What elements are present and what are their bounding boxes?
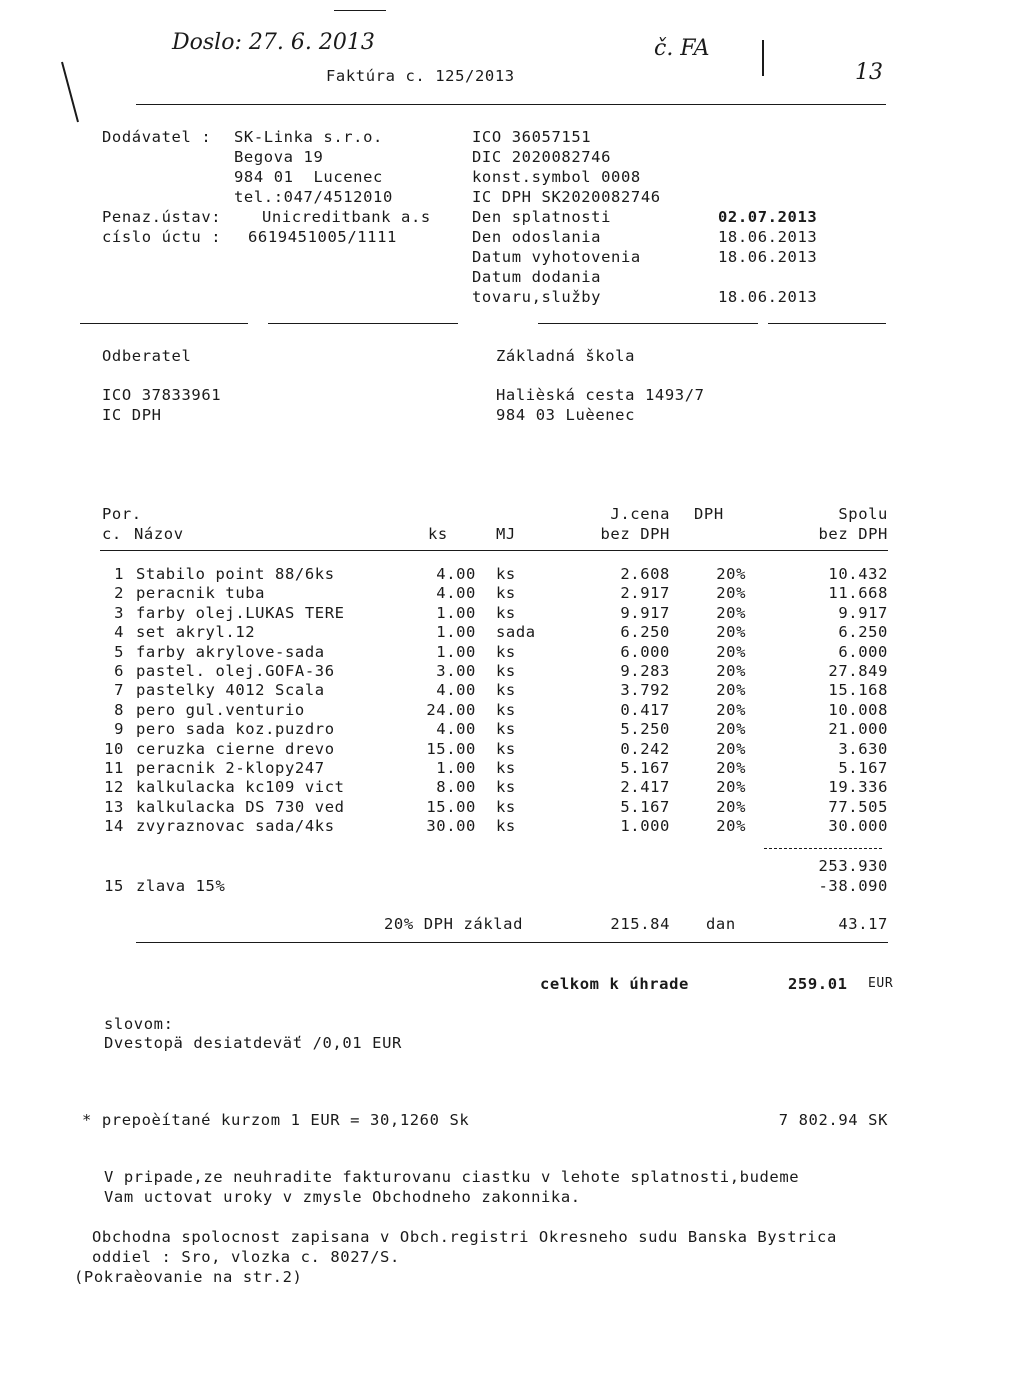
vat-rate-label: 20% DPH základ (384, 915, 524, 933)
margin-vertical-mark (762, 40, 764, 76)
margin-slash-mark (58, 60, 82, 126)
item-vat: 20% (716, 817, 746, 836)
item-unit-price: 6.000 (620, 642, 670, 661)
item-name: farby olej.LUKAS TERE (136, 603, 345, 622)
late-payment-note-1: V pripade,ze neuhradite fakturovanu ciastku v lehote splatnosti,budeme (104, 1168, 800, 1186)
subtotal-dashes (764, 848, 882, 850)
item-total: 3.630 (838, 739, 888, 758)
customer-name: Základná škola (496, 347, 636, 365)
subtotal-value: 253.930 (818, 857, 888, 875)
item-quantity: 1.00 (436, 642, 476, 661)
table-header-rule (100, 550, 888, 551)
item-unit: ks (496, 565, 516, 583)
item-name: pero gul.venturio (136, 700, 305, 719)
item-unit-price: 9.917 (620, 603, 670, 622)
table-row (0, 642, 1024, 662)
row-number: 6 (114, 662, 124, 680)
item-name: zvyraznovac sada/4ks (136, 817, 335, 836)
vat-rule (136, 942, 888, 943)
customer-city: 984 03 Luèenec (496, 406, 636, 424)
item-vat: 20% (716, 623, 746, 642)
item-unit: ks (496, 700, 516, 719)
item-vat: 20% (716, 584, 746, 603)
header-rule-1 (80, 323, 248, 324)
col-header-dph: DPH (694, 505, 724, 523)
table-row (0, 816, 1024, 836)
item-vat: 20% (716, 759, 746, 777)
item-unit-price: 5.250 (620, 720, 670, 739)
table-row (0, 777, 1024, 797)
table-row (0, 622, 1024, 642)
item-quantity: 30.00 (426, 817, 476, 836)
issue-date-value: 18.06.2013 (718, 248, 818, 266)
row-number: 10 (104, 739, 124, 758)
item-quantity: 1.00 (436, 623, 476, 642)
item-quantity: 8.00 (436, 778, 476, 797)
item-quantity: 4.00 (436, 584, 476, 603)
delivery-date-value: 18.06.2013 (718, 288, 818, 306)
item-quantity: 4.00 (436, 681, 476, 700)
item-total: 19.336 (828, 778, 888, 797)
item-vat: 20% (716, 739, 746, 758)
item-unit: ks (496, 681, 516, 700)
item-quantity: 24.00 (426, 700, 476, 719)
item-unit: ks (496, 603, 516, 622)
table-row (0, 583, 1024, 603)
item-quantity: 1.00 (436, 759, 476, 777)
handwritten-corner-number: 13 (855, 60, 883, 85)
vat-base: 215.84 (610, 915, 670, 933)
invoice-title: Faktúra c. 125/2013 (326, 67, 515, 85)
row-number: 1 (114, 565, 124, 583)
item-unit: ks (496, 759, 516, 777)
item-total: 6.000 (838, 642, 888, 661)
vat-tax: 43.17 (838, 915, 888, 933)
item-total: 11.668 (828, 584, 888, 603)
row-number: 14 (104, 817, 124, 836)
header-rule-4 (768, 323, 886, 324)
row-number: 11 (104, 759, 124, 777)
handwritten-invoice-mark: č. FA (654, 36, 710, 61)
col-header-spolu-sub: bez DPH (818, 525, 888, 543)
col-header-por: Por. (102, 505, 142, 523)
supplier-label: Dodávatel : (102, 128, 212, 146)
col-header-spolu: Spolu (838, 505, 888, 523)
total-label: celkom k úhrade (540, 975, 689, 993)
row-number: 8 (114, 700, 124, 719)
discount-value: -38.090 (818, 877, 888, 895)
table-row (0, 739, 1024, 759)
account-number: 6619451005/1111 (248, 228, 397, 246)
row-number: 9 (114, 720, 124, 739)
item-unit-price: 2.917 (620, 584, 670, 603)
item-name: peracnik 2-klopy247 (136, 759, 325, 777)
bank-label: Penaz.ústav: (102, 208, 222, 226)
table-row (0, 603, 1024, 623)
item-total: 21.000 (828, 720, 888, 739)
item-quantity: 4.00 (436, 565, 476, 583)
customer-street: Halièská cesta 1493/7 (496, 386, 705, 404)
item-name: farby akrylove-sada (136, 642, 325, 661)
col-header-jcena-sub: bez DPH (600, 525, 670, 543)
col-header-jcena: J.cena (610, 505, 670, 523)
item-unit: ks (496, 817, 516, 836)
item-unit-price: 1.000 (620, 817, 670, 836)
header-rule-2 (268, 323, 458, 324)
item-name: peracnik tuba (136, 584, 266, 603)
registry-note-2: oddiel : Sro, vlozka c. 8027/S. (92, 1248, 400, 1266)
item-unit-price: 0.242 (620, 739, 670, 758)
item-unit: ks (496, 739, 516, 758)
item-unit: ks (496, 584, 516, 603)
item-total: 6.250 (838, 623, 888, 642)
due-date-value: 02.07.2013 (718, 208, 818, 226)
row-number: 4 (114, 623, 124, 642)
constant-symbol: konst.symbol 0008 (472, 168, 641, 186)
supplier-phone: tel.:047/4512010 (234, 188, 393, 206)
row-number: 2 (114, 584, 124, 603)
item-name: Stabilo point 88/6ks (136, 565, 335, 583)
item-vat: 20% (716, 700, 746, 719)
delivery-date-label-2: tovaru,služby (472, 288, 602, 306)
table-row (0, 700, 1024, 720)
row-number: 13 (104, 797, 124, 816)
item-name: pastel. olej.GOFA-36 (136, 662, 335, 680)
item-unit: ks (496, 642, 516, 661)
customer-label: Odberatel (102, 347, 192, 365)
item-unit-price: 2.417 (620, 778, 670, 797)
row-number: 7 (114, 681, 124, 700)
conversion-value: 7 802.94 SK (778, 1111, 888, 1129)
row-number: 12 (104, 778, 124, 797)
item-quantity: 3.00 (436, 662, 476, 680)
total-value: 259.01 (788, 975, 848, 993)
sent-date-label: Den odoslania (472, 228, 602, 246)
item-unit: ks (496, 720, 516, 739)
supplier-city: 984 01 Lucenec (234, 168, 383, 186)
col-header-nazov: Názov (134, 525, 184, 543)
table-row (0, 797, 1024, 817)
supplier-name: SK-Linka s.r.o. (234, 128, 383, 146)
item-unit-price: 3.792 (620, 681, 670, 700)
item-quantity: 15.00 (426, 739, 476, 758)
item-vat: 20% (716, 565, 746, 583)
supplier-dic: DIC 2020082746 (472, 148, 612, 166)
item-total: 9.917 (838, 603, 888, 622)
item-vat: 20% (716, 681, 746, 700)
item-unit-price: 9.283 (620, 662, 670, 680)
item-quantity: 4.00 (436, 720, 476, 739)
words-value: Dvestopä desiatdeväť /0,01 EUR (104, 1034, 402, 1052)
late-payment-note-2: Vam uctovat uroky v zmysle Obchodneho zakonnika. (104, 1188, 581, 1206)
account-label: císlo úctu : (102, 228, 222, 246)
sent-date-value: 18.06.2013 (718, 228, 818, 246)
item-unit-price: 5.167 (620, 797, 670, 816)
supplier-icdph: IC DPH SK2020082746 (472, 188, 661, 206)
item-total: 77.505 (828, 797, 888, 816)
table-row (0, 758, 1024, 778)
due-date-label: Den splatnosti (472, 208, 612, 226)
item-name: ceruzka cierne drevo (136, 739, 335, 758)
continuation-note: (Pokraèovanie na str.2) (74, 1268, 303, 1286)
discount-num: 15 (104, 877, 124, 895)
item-vat: 20% (716, 662, 746, 680)
conversion-text: * prepoèítané kurzom 1 EUR = 30,1260 Sk (82, 1111, 470, 1129)
item-unit-price: 2.608 (620, 565, 670, 583)
item-unit: sada (496, 623, 536, 642)
item-vat: 20% (716, 797, 746, 816)
item-vat: 20% (716, 778, 746, 797)
item-vat: 20% (716, 603, 746, 622)
issue-date-label: Datum vyhotovenia (472, 248, 641, 266)
total-currency: EUR (868, 976, 894, 991)
title-rule (136, 104, 886, 105)
item-total: 30.000 (828, 817, 888, 836)
discount-label: zlava 15% (136, 877, 226, 895)
table-row (0, 680, 1024, 700)
col-header-mj: MJ (496, 525, 516, 543)
item-vat: 20% (716, 642, 746, 661)
item-name: pastelky 4012 Scala (136, 681, 325, 700)
col-header-c: c. (102, 525, 122, 543)
top-edge-line (334, 10, 386, 11)
item-unit-price: 5.167 (620, 759, 670, 777)
row-number: 3 (114, 603, 124, 622)
item-name: kalkulacka DS 730 ved (136, 797, 345, 816)
table-row (0, 661, 1024, 681)
words-label: slovom: (104, 1015, 174, 1033)
delivery-date-label: Datum dodania (472, 268, 602, 286)
item-name: set akryl.12 (136, 623, 256, 642)
item-name: kalkulacka kc109 vict (136, 778, 345, 797)
item-name: pero sada koz.puzdro (136, 720, 335, 739)
item-unit-price: 0.417 (620, 700, 670, 719)
customer-ico: ICO 37833961 (102, 386, 222, 404)
item-total: 5.167 (838, 759, 888, 777)
table-row (0, 719, 1024, 739)
item-total: 15.168 (828, 681, 888, 700)
header-rule-3 (538, 323, 758, 324)
item-unit: ks (496, 662, 516, 680)
row-number: 5 (114, 642, 124, 661)
bank-name: Unicreditbank a.s (262, 208, 431, 226)
supplier-ico: ICO 36057151 (472, 128, 592, 146)
item-vat: 20% (716, 720, 746, 739)
col-header-ks: ks (428, 525, 448, 543)
item-unit: ks (496, 797, 516, 816)
item-total: 27.849 (828, 662, 888, 680)
table-row (0, 564, 1024, 584)
item-quantity: 15.00 (426, 797, 476, 816)
handwritten-received-date: Doslo: 27. 6. 2013 (172, 30, 375, 55)
vat-tax-label: dan (706, 915, 736, 933)
item-total: 10.008 (828, 700, 888, 719)
customer-icdph: IC DPH (102, 406, 162, 424)
registry-note-1: Obchodna spolocnost zapisana v Obch.registri Okresneho sudu Banska Bystrica (92, 1228, 837, 1246)
item-total: 10.432 (828, 565, 888, 583)
item-unit: ks (496, 778, 516, 797)
item-quantity: 1.00 (436, 603, 476, 622)
supplier-street: Begova 19 (234, 148, 324, 166)
item-unit-price: 6.250 (620, 623, 670, 642)
